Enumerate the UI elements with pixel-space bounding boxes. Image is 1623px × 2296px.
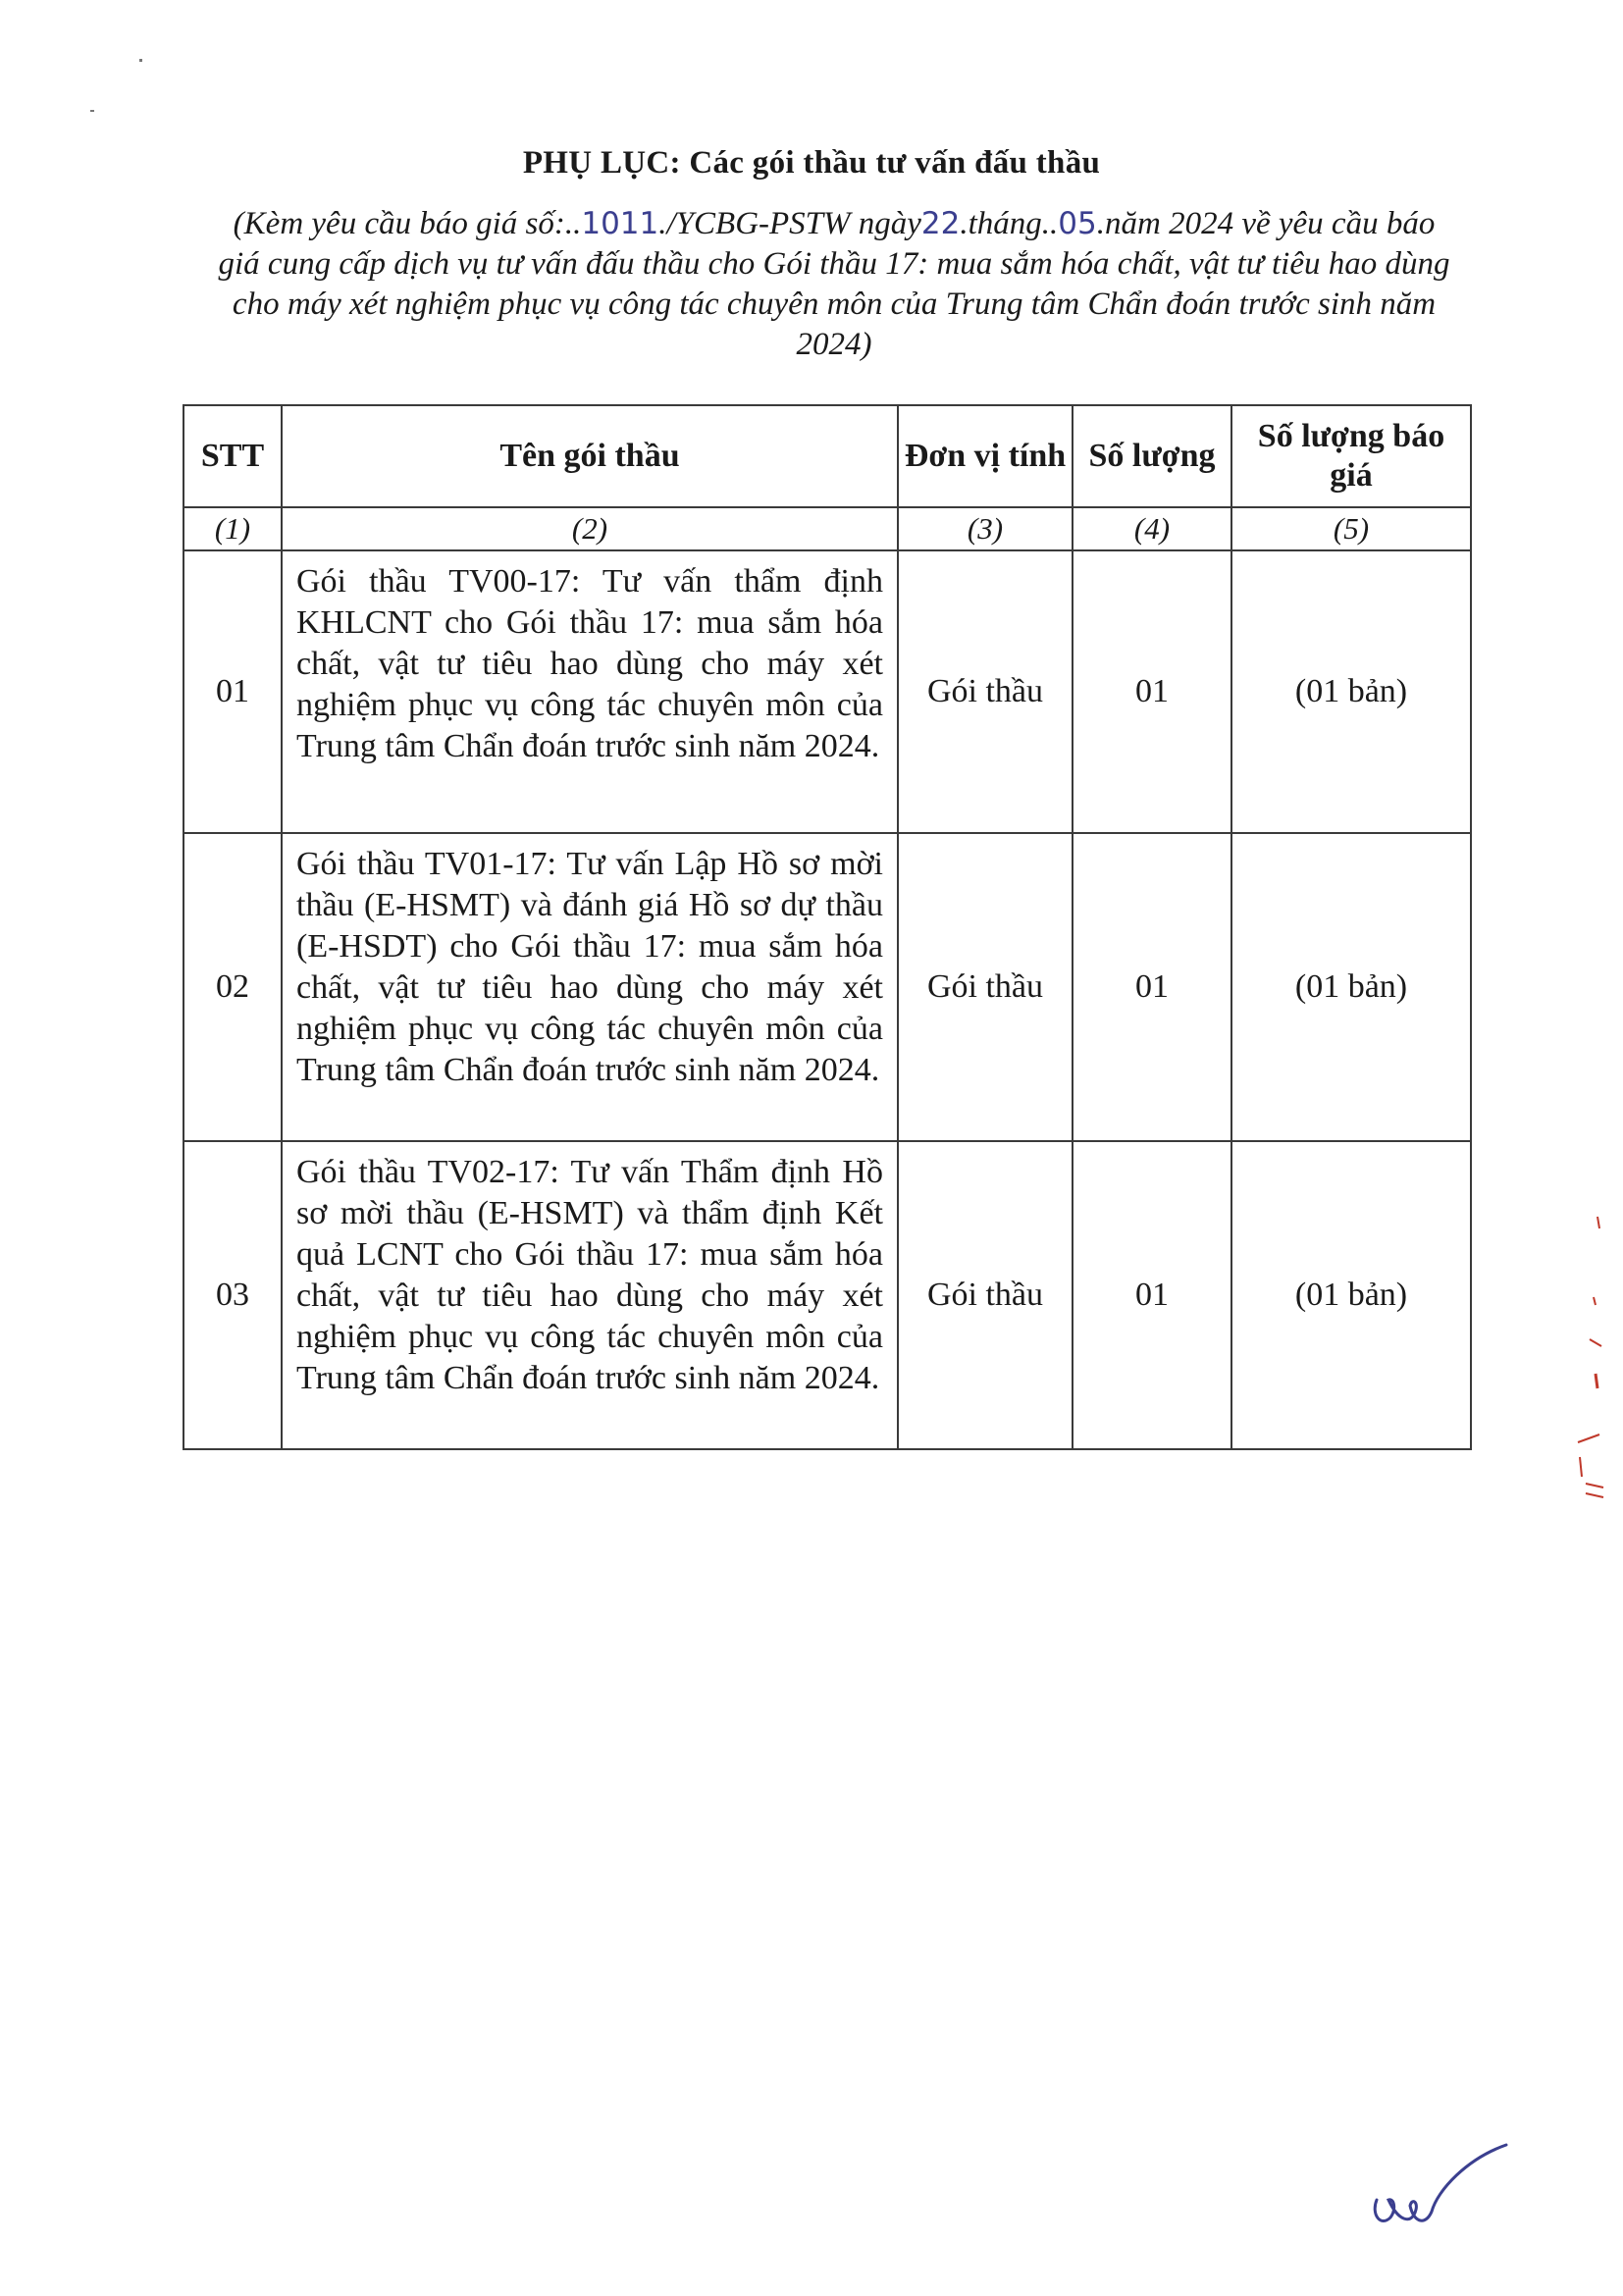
cell-stt: 03 [183, 1141, 282, 1449]
bid-package-table [183, 404, 1472, 1450]
cell-quantity: 01 [1073, 550, 1231, 833]
index-cell: (5) [1231, 507, 1471, 550]
subtitle-mid-2: .tháng.. [960, 206, 1059, 241]
cell-stt: 01 [183, 550, 282, 833]
cell-package-name: Gói thầu TV02-17: Tư vấn Thẩm định Hồ sơ mời thầu (E-HSMT) và thẩm định Kết quả LCNT cho Gói thầu 17: mua sắm hóa chất, vật tư tiêu hao dùng cho máy xét nghiệm phục vụ công tác chuyên môn của Trung tâm Chẩn đoán trước sinh năm 2024. [282, 1141, 898, 1449]
cell-quantity: 01 [1073, 833, 1231, 1141]
cell-quote-quantity: (01 bản) [1231, 833, 1471, 1141]
table-index-row [183, 507, 1471, 550]
cell-quantity: 01 [1073, 1141, 1231, 1449]
page-subtitle [211, 204, 1457, 365]
cell-unit: Gói thầu [898, 550, 1073, 833]
subtitle-suffix: .năm 2024 về yêu cầu báo giá cung cấp dịch vụ tư vấn đấu thầu cho Gói thầu 17: mua sắm hóa chất, vật tư tiêu hao dùng cho máy xét nghiệm phục vụ công tác chuyên môn của Trung tâm Chẩn đoán trước sinh năm 2024) [218, 206, 1450, 362]
handwritten-initials [1369, 2141, 1516, 2229]
cell-stt: 02 [183, 833, 282, 1141]
header-stt: STT [183, 405, 282, 507]
table-row [183, 550, 1471, 833]
scan-speck [90, 110, 94, 112]
page-title: PHỤ LỤC: Các gói thầu tư vấn đấu thầu [522, 145, 1101, 181]
stamp-edge-marks [1570, 1207, 1609, 1501]
handwritten-request-number: 1011 [581, 206, 659, 241]
index-cell: (4) [1073, 507, 1231, 550]
table-header-row [183, 405, 1471, 507]
handwritten-day: 22 [920, 206, 961, 241]
index-cell: (1) [183, 507, 282, 550]
subtitle-prefix: (Kèm yêu cầu báo giá số:.. [233, 206, 582, 241]
header-unit: Đơn vị tính [898, 405, 1073, 507]
cell-quote-quantity: (01 bản) [1231, 550, 1471, 833]
cell-package-name: Gói thầu TV01-17: Tư vấn Lập Hồ sơ mời thầu (E-HSMT) và đánh giá Hồ sơ dự thầu (E-HSDT) cho Gói thầu 17: mua sắm hóa chất, vật tư tiêu hao dùng cho máy xét nghiệm phục vụ công tác chuyên môn của Trung tâm Chẩn đoán trước sinh năm 2024. [282, 833, 898, 1141]
header-quote-quantity: Số lượng báo giá [1231, 405, 1471, 507]
table-row [183, 1141, 1471, 1449]
table-row [183, 833, 1471, 1141]
handwritten-month: 05 [1058, 206, 1097, 241]
scan-speck [139, 59, 142, 62]
index-cell: (3) [898, 507, 1073, 550]
cell-unit: Gói thầu [898, 833, 1073, 1141]
cell-quote-quantity: (01 bản) [1231, 1141, 1471, 1449]
subtitle-mid-1: ./YCBG-PSTW ngày [658, 206, 921, 241]
header-package-name: Tên gói thầu [282, 405, 898, 507]
header-quantity: Số lượng [1073, 405, 1231, 507]
index-cell: (2) [282, 507, 898, 550]
cell-unit: Gói thầu [898, 1141, 1073, 1449]
cell-package-name: Gói thầu TV00-17: Tư vấn thẩm định KHLCNT cho Gói thầu 17: mua sắm hóa chất, vật tư tiêu hao dùng cho máy xét nghiệm phục vụ công tác chuyên môn của Trung tâm Chẩn đoán trước sinh năm 2024. [282, 550, 898, 833]
